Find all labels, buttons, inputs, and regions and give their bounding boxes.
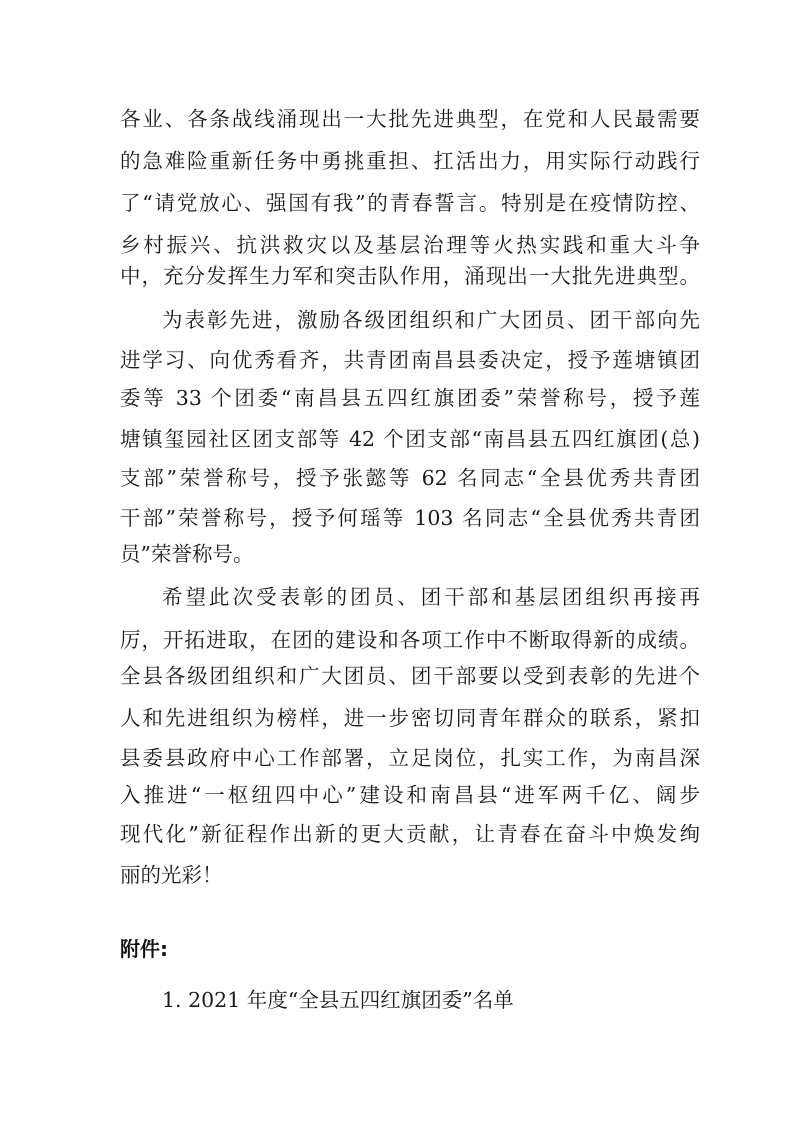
paragraph2-line-6: 干部”荣誉称号，授予何瑶等 103 名同志“全县优秀共青团	[120, 506, 700, 530]
paragraph2-line-4: 塘镇玺园社区团支部等 42 个团支部“南昌县五四红旗团(总)	[120, 427, 700, 451]
attachment-item-1: 1. 2021 年度“全县五四红旗团委”名单	[162, 988, 514, 1012]
paragraph1-line-2: 的急难险重新任务中勇挑重担、扛活出力，用实际行动践行	[120, 149, 700, 173]
paragraph1-line-3: 了“请党放心、强国有我”的青春誓言。特别是在疫情防控、	[120, 191, 700, 215]
paragraph3-line-2: 厉，开拓进取，在团的建设和各项工作中不断取得新的成绩。	[120, 628, 700, 652]
paragraph1-line-5: 中，充分发挥生力军和突击队作用，涌现出一大批先进典型。	[120, 264, 700, 288]
paragraph3-line-8: 丽的光彩！	[120, 863, 223, 887]
paragraph2-line-7: 员”荣誉称号。	[120, 542, 254, 566]
paragraph3-line-7: 现代化”新征程作出新的更大贡献，让青春在奋斗中焕发绚	[120, 822, 700, 846]
paragraph1-line-4: 乡村振兴、抗洪救灾以及基层治理等火热实践和重大斗争	[120, 233, 700, 257]
paragraph2-line-3: 委等 33 个团委“南昌县五四红旗团委”荣誉称号，授予莲	[120, 386, 700, 410]
paragraph3-line-3: 全县各级团组织和广大团员、团干部要以受到表彰的先进个	[120, 664, 700, 688]
paragraph3-line-6: 入推进“一枢纽四中心”建设和南昌县“进军两千亿、阔步	[120, 783, 700, 807]
paragraph2-line-1: 为表彰先进，激励各级团组织和广大团员、团干部向先	[162, 308, 700, 332]
attachments-heading: 附件:	[120, 937, 168, 961]
paragraph2-line-2: 进学习、向优秀看齐，共青团南昌县委决定，授予莲塘镇团	[120, 348, 700, 372]
paragraph3-line-4: 人和先进组织为榜样，进一步密切同青年群众的联系，紧扣	[120, 706, 700, 730]
paragraph2-line-5: 支部”荣誉称号，授予张懿等 62 名同志“全县优秀共青团	[120, 466, 700, 490]
paragraph1-line-1: 各业、各条战线涌现出一大批先进典型，在党和人民最需要	[120, 107, 700, 131]
paragraph3-line-5: 县委县政府中心工作部署，立足岗位，扎实工作，为南昌深	[120, 746, 700, 770]
paragraph3-line-1: 希望此次受表彰的团员、团干部和基层团组织再接再	[162, 585, 700, 609]
